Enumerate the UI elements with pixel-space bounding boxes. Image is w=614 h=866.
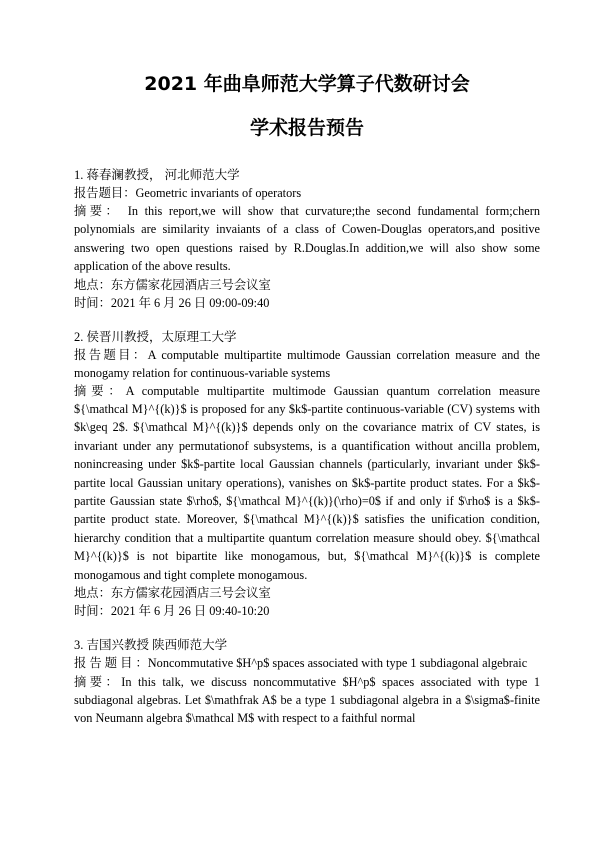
place-label: 地点：	[74, 586, 111, 601]
page-title	[74, 62, 540, 150]
speaker-line: 1. 蒋春澜教授， 河北师范大学	[74, 168, 240, 182]
time-line	[74, 294, 540, 312]
abstract-text: A computable multipartite multimode Gaussian quantum correlation measure ${\mathcal M}^{(k)}$ is proposed for any $k$-partite continuous-variable (CV) systems with $k\geq 2$. ${\mathcal M}^{(k)}$ depends only on the covariance matrix of CV states, is invariant under any permutationof subsystems, is a quantification without ancilla problem, nonincreasing under $k$-partite local Gaussian channels (particularly, invariant under $k$-partite local Gaussian unitary operations), vanishes on $k$-partite product states. For a $k$-partite Gaussian state $\rho$, ${\mathcal M}^{(k)}(\rho)=0$ if and only if $\rho$ is a $k$-partite product state. Moreover, ${\mathcal M}^{(k)}$ satisfies the unification condition, hierarchy condition that a multipartite quantum correlation measure should obey. ${\mathcal M}^{(k)}$ is not bipartite like monogamous, but, ${\mathcal M}^{(k)}$ is complete monogamous and tight complete monogamous.	[74, 383, 540, 582]
title-line-2: 学术报告预告	[249, 117, 364, 139]
topic-text: Geometric invariants of operators	[135, 186, 302, 200]
abstract-block	[74, 202, 540, 276]
time-label: 时间：	[74, 295, 111, 310]
speaker-line: 2. 侯晋川教授，太原理工大学	[74, 329, 237, 344]
abstract-label: 摘要：	[74, 204, 122, 218]
place-line	[74, 276, 540, 294]
abstract-text: In this report,we will show that curvature;the second fundamental form;chern polynomials are similarity invaiants of a class of Cowen-Douglas operators,and positive answering two open questions raised by R.Douglas.In addition,we will also show some application of the above results.	[74, 204, 540, 274]
title-line-1: 2021 年曲阜师范大学算子代数研讨会	[144, 73, 470, 95]
time-line	[74, 602, 540, 620]
time-label: 时间：	[74, 604, 111, 619]
place-text: 东方儒家花园酒店三号会议室	[110, 277, 271, 292]
abstract-label: 摘要：	[74, 674, 122, 689]
abstract-block	[74, 673, 540, 728]
topic-text: Noncommutative $H^p$ spaces associated with type 1 subdiagonal algebraic	[147, 656, 528, 671]
time-text: 2021 年 6 月 26 日 09:00-09:40	[110, 295, 270, 310]
speaker-line: 3. 吉国兴教授 陕西师范大学	[74, 638, 228, 653]
place-text: 东方儒家花园酒店三号会议室	[110, 586, 271, 601]
abstract-block	[74, 382, 540, 584]
topic-line	[74, 346, 540, 382]
topic-label: 报 告 题 目 ：	[74, 656, 148, 671]
topic-line	[74, 654, 540, 672]
abstract-text: In this talk, we discuss noncommutative $H^p$ spaces associated with type 1 subdiagonal algebras. Let $\mathfrak A$ be a type 1 subdiagonal algebra in a $\sigma$-finite von Neumann algebra $\mathcal M$ with respect to a faithful normal	[74, 674, 540, 726]
topic-line	[74, 184, 540, 202]
place-label: 地点：	[74, 277, 111, 292]
topic-text: A computable multipartite multimode Gaussian correlation measure and the monogamy relation for continuous-variable systems	[74, 347, 540, 380]
place-line	[74, 584, 540, 602]
time-text: 2021 年 6 月 26 日 09:40-10:20	[110, 604, 270, 619]
topic-label: 报告题目：	[74, 347, 148, 362]
abstract-label: 摘要：	[74, 383, 126, 398]
topic-label: 报告题目：	[74, 186, 136, 200]
talk-entry	[74, 636, 540, 728]
talk-entry	[74, 166, 540, 312]
talk-entry	[74, 328, 540, 620]
